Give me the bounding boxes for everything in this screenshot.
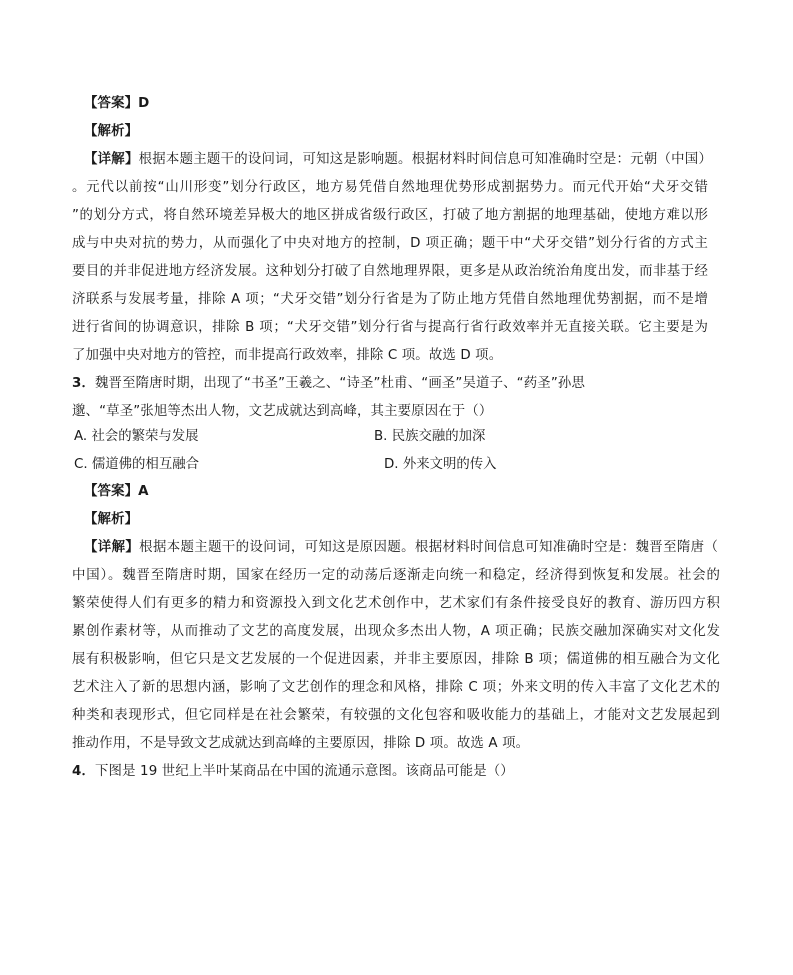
q3-analysis-label: 【解析】 <box>84 512 139 527</box>
q3-detail-line-2: 中国）。魏晋至隋唐时期，国家在经历一定的动荡后逐渐走向统一和稳定，经济得到恢复和发展。社会的 <box>72 568 720 583</box>
q3-answer-label: 【答案】 <box>84 484 139 499</box>
q2-detail-line-7: 进行省间的协调意识，排除 B 项；“犬牙交错”划分行省与提高行省行政效率并无直接关联。它主要是为 <box>72 320 708 335</box>
q3-detail-line-3: 繁荣使得人们有更多的精力和资源投入到文化艺术创作中，艺术家们有条件接受良好的教育、游历四方积 <box>72 596 720 611</box>
q2-detail-line-4: 成与中央对抗的势力，从而强化了中央对地方的控制，D 项正确；题干中“犬牙交错”划分行省的方式主 <box>72 236 708 251</box>
q3-option-c: C. 儒道佛的相互融合 <box>74 457 199 472</box>
q3-detail-line-8: 推动作用，不是导致文艺成就达到高峰的主要原因，排除 D 项。故选 A 项。 <box>72 736 530 751</box>
q2-detail-line-8: 了加强中央对地方的管控，而非提高行政效率，排除 C 项。故选 D 项。 <box>72 348 503 363</box>
q4-stem <box>72 763 514 781</box>
q2-analysis-label: 【解析】 <box>84 124 139 139</box>
q3-stem-line-1 <box>72 375 585 393</box>
q2-detail-line-3: ”的划分方式，将自然环境差异极大的地区拼成省级行政区，打破了地方割据的地理基础，使地方难以形 <box>72 208 708 223</box>
q4-number: 4． <box>72 764 96 779</box>
q3-detail-line-6: 艺术注入了新的思想内涵，影响了文艺创作的理念和风格，排除 C 项；外来文明的传入丰富了文化艺术的 <box>72 680 720 695</box>
q3-detail-text-1: 根据本题主题干的设问词，可知这是原因题。根据材料时间信息可知准确时空是：魏晋至隋唐（ <box>139 540 718 555</box>
q3-detail-label: 【详解】 <box>84 540 140 555</box>
q3-number: 3． <box>72 376 96 391</box>
q3-option-d: D. 外来文明的传入 <box>384 457 497 472</box>
q2-detail-line-2: 。元代以前按“山川形变”划分行政区，地方易凭借自然地理优势形成割据势力。而元代开始“犬牙交错 <box>72 180 708 195</box>
q3-detail-line-7: 种类和表现形式，但它同样是在社会繁荣，有较强的文化包容和吸收能力的基础上，才能对文艺发展起到 <box>72 708 720 723</box>
q2-detail-line-6: 济联系与发展考量，排除 A 项；“犬牙交错”划分行省是为了防止地方凭借自然地理优势割据，而不是增 <box>72 292 708 307</box>
q2-detail-label: 【详解】 <box>84 152 139 167</box>
q3-detail-line-5: 展有积极影响，但它只是文艺发展的一个促进因素，并非主要原因，排除 B 项；儒道佛的相互融合为文化 <box>72 652 720 667</box>
q3-answer-value: A <box>138 484 149 499</box>
q2-detail-line-5: 要目的并非促进地方经济发展。这种划分打破了自然地理界限，更多是从政治统治角度出发，而非基于经 <box>72 264 708 279</box>
q3-detail-line-4: 累创作素材等，从而推动了文艺的高度发展，出现众多杰出人物，A 项正确；民族交融加深确实对文化发 <box>72 624 720 639</box>
q2-answer-value: D <box>138 96 150 111</box>
q3-stem-text-1: 魏晋至隋唐时期，出现了“书圣”王羲之、“诗圣”杜甫、“画圣”吴道子、“药圣”孙思 <box>95 376 586 391</box>
q3-answer <box>84 483 149 501</box>
q3-option-a: A. 社会的繁荣与发展 <box>74 429 199 444</box>
q4-stem-text: 下图是 19 世纪上半叶某商品在中国的流通示意图。该商品可能是（） <box>95 764 514 779</box>
q2-answer-label: 【答案】 <box>84 96 139 111</box>
q3-option-b: B. 民族交融的加深 <box>374 429 486 444</box>
q2-detail-text-1: 根据本题主题干的设问词，可知这是影响题。根据材料时间信息可知准确时空是：元朝（中国） <box>138 152 712 167</box>
q2-detail-line-1 <box>84 151 712 169</box>
q2-answer <box>84 95 149 113</box>
q3-detail-line-1 <box>84 539 718 557</box>
q3-stem-line-2: 邈、“草圣”张旭等杰出人物，文艺成就达到高峰，其主要原因在于（） <box>72 404 493 419</box>
